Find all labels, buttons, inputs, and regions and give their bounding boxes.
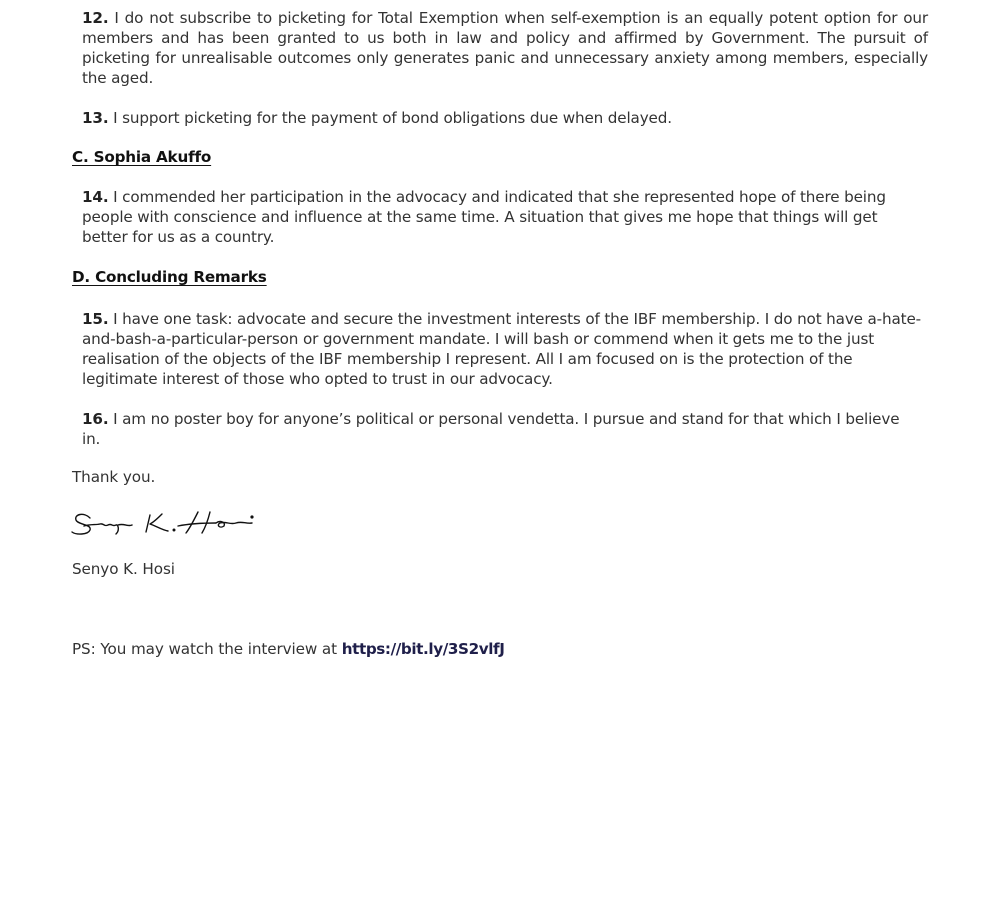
paragraph-13 [82, 108, 928, 128]
paragraph-text: I am no poster boy for anyone’s political or personal vendetta. I pursue and stand for that which I believe in. [82, 410, 900, 448]
signatory-name: Senyo K. Hosi [72, 560, 175, 578]
paragraph-number: 15. [82, 310, 109, 328]
paragraph-number: 12. [82, 9, 109, 27]
postscript-text: PS: You may watch the interview at [72, 640, 342, 658]
paragraph-16 [82, 409, 922, 449]
closing-thanks: Thank you. [72, 468, 156, 486]
paragraph-number: 16. [82, 410, 109, 428]
paragraph-text: I have one task: advocate and secure the investment interests of the IBF membership. I do not have a-hate-and-bash-a-particular-person or government mandate. I will bash or commend when it gets me to the just realisation of the objects of the IBF membership I represent. All I am focused on is the protection of the legitimate interest of those who opted to trust in our advocacy. [82, 310, 921, 388]
paragraph-text: I commended her participation in the advocacy and indicated that she represented hope of there being people with conscience and influence at the same time. A situation that gives me hope that things will get better for us as a country. [82, 188, 886, 246]
paragraph-number: 13. [82, 109, 109, 127]
paragraph-15 [82, 309, 922, 389]
paragraph-text: I support picketing for the payment of bond obligations due when delayed. [108, 109, 672, 127]
section-heading-sophia-akuffo: C. Sophia Akuffo [72, 148, 212, 166]
paragraph-14 [82, 187, 922, 247]
signature-image [70, 506, 260, 542]
paragraph-number: 14. [82, 188, 109, 206]
postscript [72, 639, 505, 659]
interview-link[interactable]: https://bit.ly/3S2vlfJ [341, 640, 505, 658]
paragraph-12 [82, 8, 928, 88]
section-heading-concluding-remarks: D. Concluding Remarks [72, 268, 267, 286]
paragraph-text: I do not subscribe to picketing for Total Exemption when self-exemption is an equally potent option for our members and has been granted to us both in law and policy and affirmed by Government. The pursuit of picketing for unrealisable outcomes only generates panic and unnecessary anxiety among members, especially the aged. [82, 9, 928, 87]
